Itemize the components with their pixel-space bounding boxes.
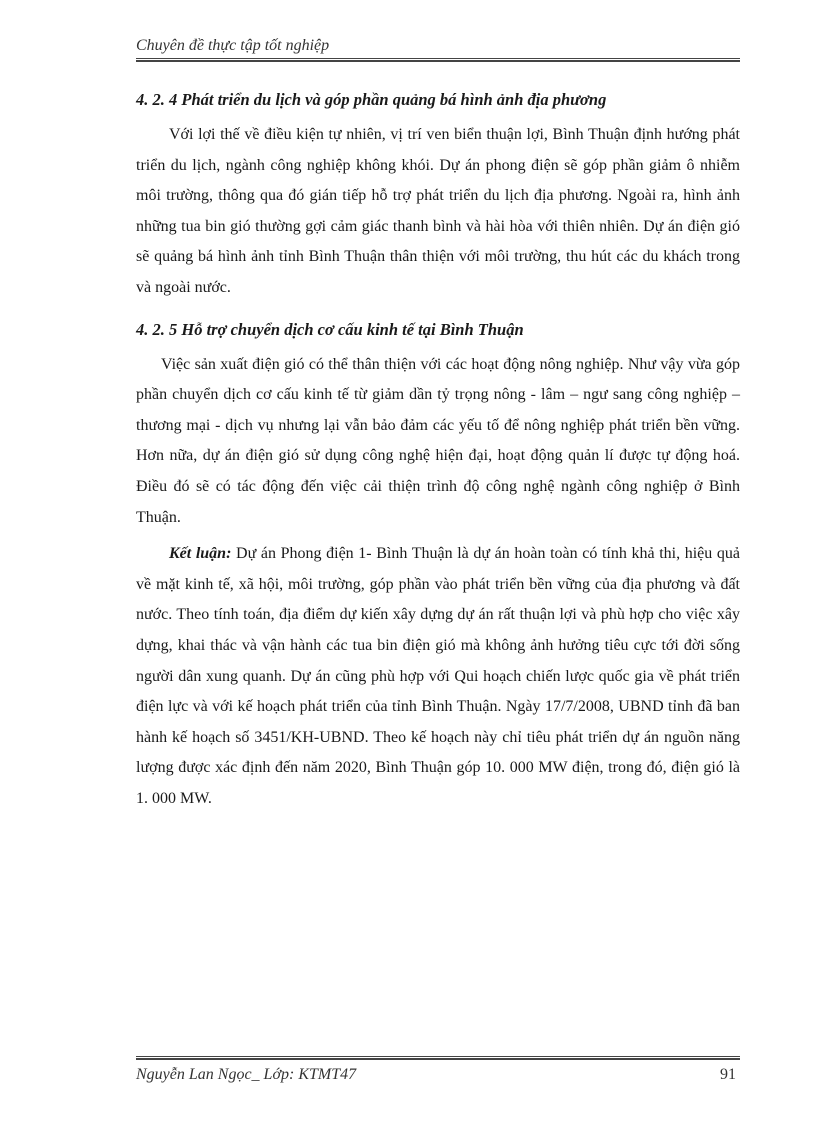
section-paragraph-4-2-5: Việc sản xuất điện gió có thể thân thiện với các hoạt động nông nghiệp. Như vậy vừa góp phần chuyển dịch cơ cấu kinh tế từ giảm dần tỷ trọng nông - lâm – ngư sang công nghiệp – thương mại - dịch vụ nhưng lại vẫn bảo đảm các yếu tố để nông nghiệp phát triển bền vững. Hơn nữa, dự án điện gió sử dụng công nghệ hiện đại, hoạt động quản lí được tự động hoá. Điều đó sẽ có tác động đến việc cải thiện trình độ công nghệ ngành công nghiệp ở Bình Thuận.	[136, 355, 740, 526]
conclusion-paragraph	[136, 539, 740, 814]
page-number: 91	[720, 1066, 736, 1083]
footer-author: Nguyễn Lan Ngọc_ Lớp: KTMT47	[136, 1066, 357, 1083]
section-heading-4-2-5: 4. 2. 5 Hỗ trợ chuyển dịch cơ cấu kinh tế tại Bình Thuận	[136, 319, 524, 339]
footer-divider	[136, 1056, 740, 1060]
footer-row	[136, 1066, 740, 1084]
section-paragraph-4-2-4: Với lợi thế về điều kiện tự nhiên, vị trí ven biển thuận lợi, Bình Thuận định hướng phát triển du lịch, ngành công nghiệp không khói. Dự án phong điện sẽ góp phần giảm ô nhiễm môi trường, thông qua đó gián tiếp hỗ trợ phát triển du lịch địa phương. Ngoài ra, hình ảnh những tua bin gió thường gợi cảm giác thanh bình và hài hòa với thiên nhiên. Dự án điện gió sẽ quảng bá hình ảnh tỉnh Bình Thuận thân thiện với môi trường, thu hút các du khách trong và ngoài nước.	[136, 126, 740, 296]
page-header	[136, 36, 740, 56]
conclusion-text: Dự án Phong điện 1- Bình Thuận là dự án hoàn toàn có tính khả thi, hiệu quả về mặt kinh tế, xã hội, môi trường, góp phần vào phát triển bền vững của địa phương và đất nước. Theo tính toán, địa điểm dự kiến xây dựng dự án rất thuận lợi và phù hợp cho việc xây dựng, khai thác và vận hành các tua bin điện gió mà không ảnh hưởng tiêu cực tới đời sống người dân xung quanh. Dự án cũng phù hợp với Qui hoạch chiến lược quốc gia về phát triển điện lực và với kế hoạch phát triển của tỉnh Bình Thuận. Ngày 17/7/2008, UBND tỉnh đã ban hành kế hoạch số 3451/KH-UBND. Theo kế hoạch này chỉ tiêu phát triển dự án nguồn năng lượng được xác định đến năm 2020, Bình Thuận góp 10. 000 MW điện, trong đó, điện gió là 1. 000 MW.	[136, 545, 741, 807]
document-body	[136, 78, 740, 818]
header-divider	[136, 58, 740, 62]
conclusion-label: Kết luận:	[169, 545, 232, 563]
header-title: Chuyên đề thực tập tốt nghiệp	[136, 37, 330, 54]
section-heading-4-2-4: 4. 2. 4 Phát triển du lịch và góp phần quảng bá hình ảnh địa phương	[136, 90, 607, 109]
